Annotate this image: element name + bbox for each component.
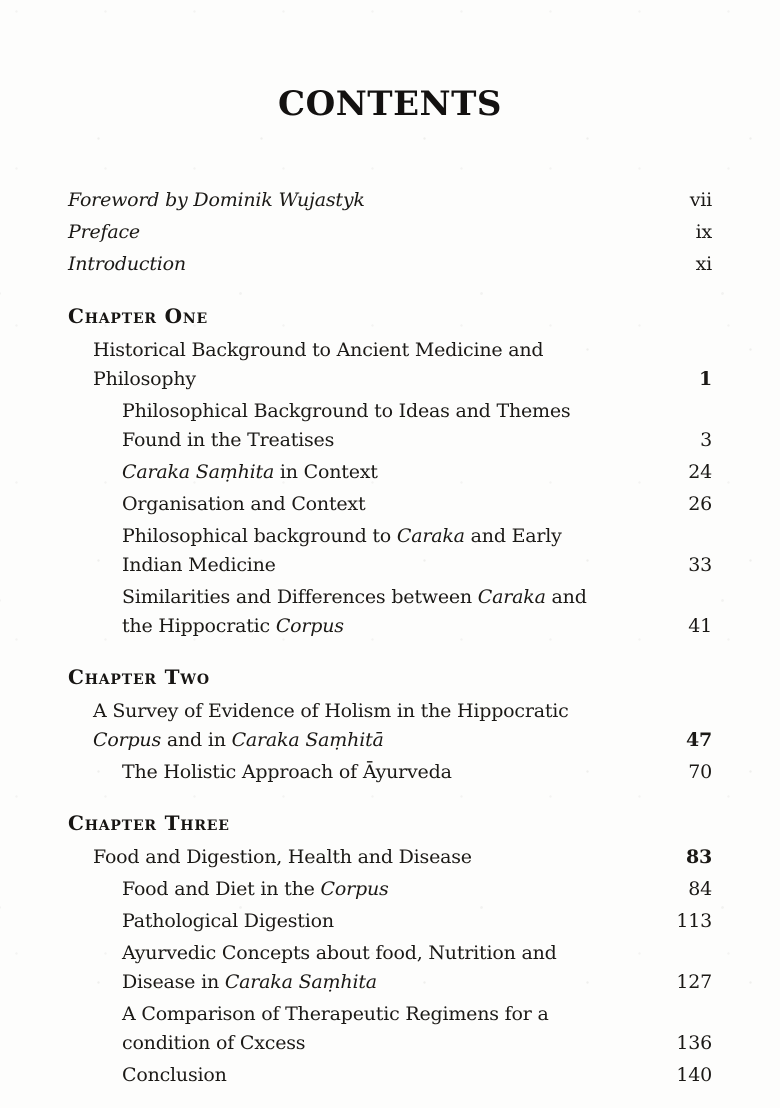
toc-line-text	[93, 365, 196, 394]
toc-chapters	[68, 302, 712, 1090]
text-segment: A Survey of Evidence of Holism in the Hippocratic	[93, 700, 569, 722]
work-title: Corpus	[275, 615, 344, 637]
page-number: 113	[676, 910, 712, 932]
toc-line	[68, 248, 712, 280]
toc-line	[68, 426, 712, 455]
work-title: Corpus	[93, 729, 162, 751]
work-title: Caraka Saṃhitā	[231, 729, 384, 751]
toc-line	[68, 726, 712, 755]
chapter-heading: Chapter One	[68, 304, 208, 328]
toc-line-text	[122, 490, 365, 519]
work-title: Caraka	[396, 525, 465, 547]
text-segment: and Early	[464, 525, 562, 547]
toc-line-text	[93, 726, 384, 755]
toc-line-text	[122, 907, 334, 936]
toc-line	[68, 1000, 712, 1029]
toc-line	[68, 336, 712, 365]
text-segment: Conclusion	[122, 1064, 227, 1086]
toc-line-text	[122, 1000, 549, 1029]
toc-line	[68, 697, 712, 726]
toc-line-text	[122, 1061, 227, 1090]
toc-line	[68, 551, 712, 580]
toc-line	[68, 184, 712, 216]
text-segment: Disease in	[122, 971, 225, 993]
page-number: vii	[689, 189, 712, 211]
toc-line-text	[122, 875, 389, 904]
page-number: 83	[685, 846, 712, 868]
toc-line-text	[93, 697, 569, 726]
page-number: 1	[698, 368, 712, 390]
page-number: ix	[695, 221, 712, 243]
toc-line-text	[68, 184, 365, 216]
toc-line-text	[122, 1029, 305, 1058]
toc-line-text	[122, 458, 378, 487]
toc-line-text	[93, 843, 472, 872]
toc-line-text	[122, 397, 570, 426]
page-title: CONTENTS	[278, 84, 502, 124]
toc-line-text	[68, 216, 140, 248]
text-segment: and	[545, 586, 587, 608]
page-number: 41	[688, 615, 712, 637]
text-segment: Organisation and Context	[122, 493, 366, 515]
toc-line-text	[122, 612, 344, 641]
toc-line-text	[68, 248, 186, 280]
text-segment: Ayurvedic Concepts about food, Nutrition and	[122, 942, 557, 964]
page-number: 33	[688, 554, 712, 576]
chapter-heading: Chapter Three	[68, 811, 230, 835]
toc-line	[68, 490, 712, 519]
toc-line	[68, 458, 712, 487]
toc-line	[68, 216, 712, 248]
chapter-heading: Chapter Two	[68, 665, 210, 689]
page-number: xi	[695, 253, 712, 275]
text-segment: Philosophical Background to Ideas and Themes	[122, 400, 571, 422]
text-segment: the Hippocratic	[122, 615, 276, 637]
page-number: 3	[700, 429, 712, 451]
toc-line-text	[122, 968, 377, 997]
toc-line	[68, 612, 712, 641]
page-number: 84	[688, 878, 712, 900]
text-segment: in Context	[274, 461, 378, 483]
text-segment: A Comparison of Therapeutic Regimens for a	[122, 1003, 549, 1025]
toc-line-text	[122, 426, 334, 455]
text-segment: Indian Medicine	[122, 554, 276, 576]
toc-line-text	[122, 758, 452, 787]
toc-line-text	[122, 583, 587, 612]
work-title: Corpus	[320, 878, 389, 900]
text-segment: Food and Diet in the	[122, 878, 321, 900]
text-segment: and in	[161, 729, 232, 751]
toc-line-text	[122, 551, 276, 580]
toc-line-text	[122, 939, 557, 968]
toc-line	[68, 968, 712, 997]
text-segment: Similarities and Differences between	[122, 586, 478, 608]
toc-line	[68, 875, 712, 904]
page-number: 140	[676, 1064, 712, 1086]
page-number: 70	[688, 761, 712, 783]
text-segment: condition of Cxcess	[122, 1032, 306, 1054]
toc-line	[68, 522, 712, 551]
toc-line	[68, 365, 712, 394]
toc-line	[68, 397, 712, 426]
work-title: Preface	[68, 221, 140, 243]
text-segment: Pathological Digestion	[122, 910, 334, 932]
work-title: Caraka Saṃhita	[224, 971, 377, 993]
toc-line	[68, 843, 712, 872]
page-number: 24	[688, 461, 712, 483]
page-number: 26	[688, 493, 712, 515]
toc-line-text	[122, 522, 562, 551]
toc-line	[68, 907, 712, 936]
text-segment: Philosophical background to	[122, 525, 397, 547]
work-title: Caraka Saṃhita	[122, 461, 275, 483]
toc-line	[68, 1029, 712, 1058]
text-segment: Historical Background to Ancient Medicine and	[93, 339, 544, 361]
page-number: 127	[676, 971, 712, 993]
toc-line	[68, 758, 712, 787]
front-matter-list	[68, 184, 712, 280]
text-segment: Philosophy	[93, 368, 196, 390]
toc-line	[68, 583, 712, 612]
work-title: Foreword by Dominik Wujastyk	[68, 189, 365, 211]
page-number: 136	[676, 1032, 712, 1054]
toc-line	[68, 1061, 712, 1090]
toc-line-text	[93, 336, 543, 365]
text-segment: Found in the Treatises	[122, 429, 335, 451]
page-number: 47	[685, 729, 712, 751]
work-title: Introduction	[68, 253, 186, 275]
text-segment: Food and Digestion, Health and Disease	[93, 846, 472, 868]
toc-line	[68, 939, 712, 968]
work-title: Caraka	[477, 586, 546, 608]
text-segment: The Holistic Approach of Āyurveda	[122, 761, 452, 783]
